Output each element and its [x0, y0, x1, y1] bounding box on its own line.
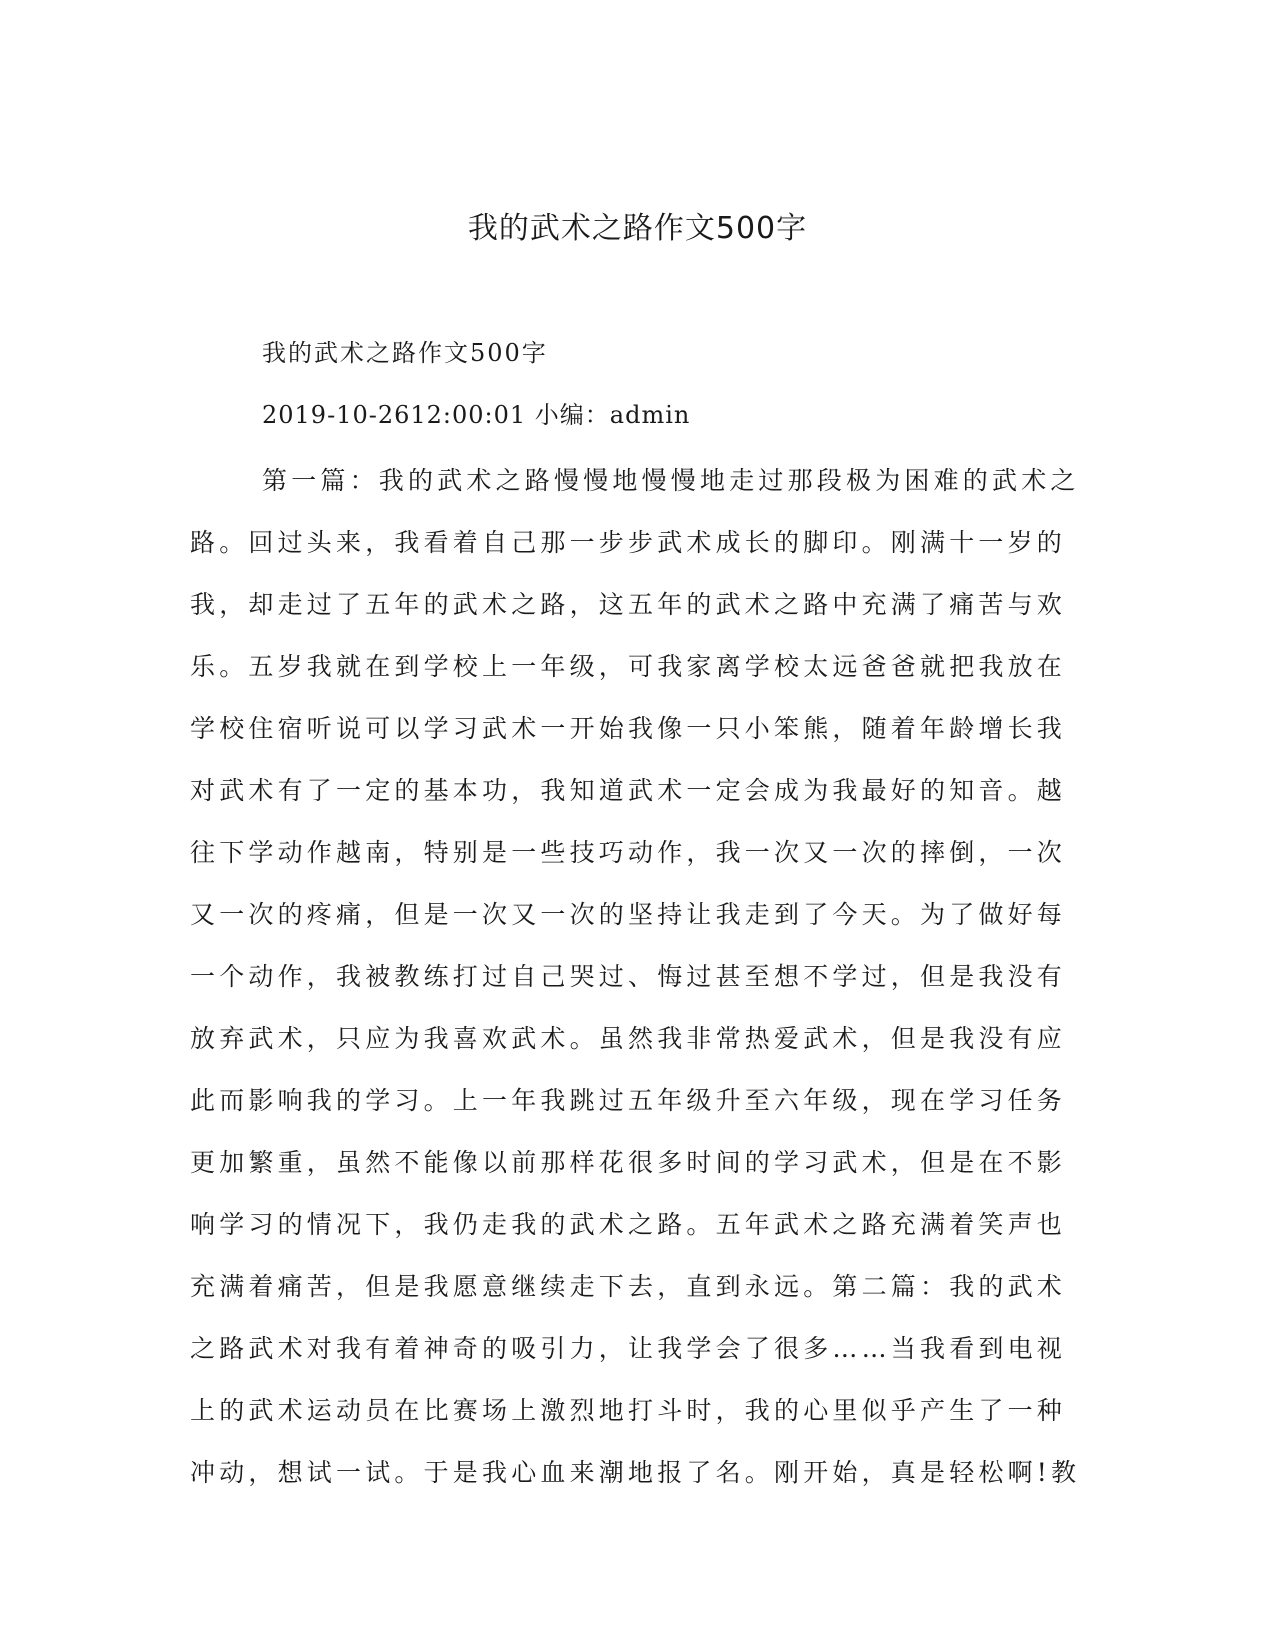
- article-subtitle: 我的武术之路作文500字: [262, 339, 548, 367]
- body-line: 学校住宿听说可以学习武术一开始我像一只小笨熊，随着年龄增长我: [190, 714, 1067, 743]
- body-line: 一个动作，我被教练打过自己哭过、悔过甚至想不学过，但是我没有: [190, 962, 1067, 991]
- body-line: 冲动，想试一试。于是我心血来潮地报了名。刚开始，真是轻松啊!教: [190, 1458, 1081, 1487]
- body-line: 响学习的情况下，我仍走我的武术之路。五年武术之路充满着笑声也: [190, 1210, 1067, 1239]
- body-line: 又一次的疼痛，但是一次又一次的坚持让我走到了今天。为了做好每: [190, 900, 1067, 929]
- article-dateline: 2019-10-2612:00:01 小编：admin: [262, 401, 691, 429]
- body-line: 路。回过头来，我看着自己那一步步武术成长的脚印。刚满十一岁的: [190, 528, 1067, 557]
- body-line: 更加繁重，虽然不能像以前那样花很多时间的学习武术，但是在不影: [190, 1148, 1067, 1177]
- body-line: 往下学动作越南，特别是一些技巧动作，我一次又一次的摔倒，一次: [190, 838, 1067, 867]
- body-line: 之路武术对我有着神奇的吸引力，让我学会了很多……当我看到电视: [190, 1334, 1067, 1363]
- document-title: 我的武术之路作文500字: [467, 211, 808, 246]
- body-line: 乐。五岁我就在到学校上一年级，可我家离学校太远爸爸就把我放在: [190, 652, 1067, 681]
- body-line: 第一篇：我的武术之路慢慢地慢慢地走过那段极为困难的武术之: [262, 466, 1080, 495]
- body-line: 上的武术运动员在比赛场上激烈地打斗时，我的心里似乎产生了一种: [190, 1396, 1067, 1425]
- body-line: 此而影响我的学习。上一年我跳过五年级升至六年级，现在学习任务: [190, 1086, 1067, 1115]
- body-line: 对武术有了一定的基本功，我知道武术一定会成为我最好的知音。越: [190, 776, 1067, 805]
- body-line: 充满着痛苦，但是我愿意继续走下去，直到永远。第二篇：我的武术: [190, 1272, 1067, 1301]
- body-line: 我，却走过了五年的武术之路，这五年的武术之路中充满了痛苦与欢: [190, 590, 1067, 619]
- body-line: 放弃武术，只应为我喜欢武术。虽然我非常热爱武术，但是我没有应: [190, 1024, 1067, 1053]
- article-body: [190, 450, 1090, 1504]
